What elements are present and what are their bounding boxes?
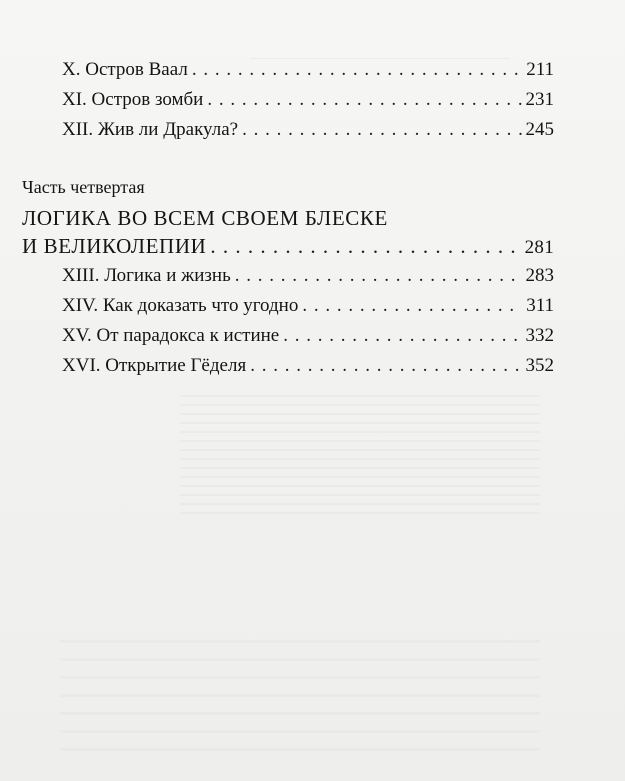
dot-leader (283, 324, 521, 348)
toc-entry-chapter-xi[interactable] (62, 88, 554, 112)
dot-leader (302, 294, 522, 318)
dot-leader (250, 354, 521, 378)
toc-entry-page-number: 311 (526, 295, 554, 316)
toc-entry-title: X. Остров Ваал (62, 59, 188, 80)
toc-entry-chapter-xv[interactable] (62, 324, 554, 348)
toc-entry-page-number: 211 (526, 59, 554, 80)
toc-entry-title: XVI. Открытие Гёделя (62, 355, 247, 376)
toc-entry-page-number: 231 (525, 89, 554, 110)
toc-entry-page-number: 332 (525, 325, 554, 346)
toc-entry-page-number: 245 (525, 119, 554, 140)
dot-leader (242, 118, 521, 142)
dot-leader (207, 88, 521, 112)
toc-entry-page-number: 352 (525, 355, 554, 376)
toc-entry-title: XII. Жив ли Дракула? (62, 119, 239, 140)
toc-entry-page-number: 283 (525, 265, 554, 286)
toc-entry-chapter-xvi[interactable] (62, 354, 554, 378)
dot-leader (192, 58, 522, 82)
bleed-through-block (60, 640, 540, 760)
dot-leader (210, 234, 520, 258)
bleed-through-block (180, 395, 540, 515)
part-title-line-2: И ВЕЛИКОЛЕПИИ (22, 234, 207, 258)
toc-entry-title: XV. От парадокса к истине (62, 325, 280, 346)
toc-entry-part-four[interactable] (22, 234, 554, 260)
toc-entry-title: XIII. Логика и жизнь (62, 265, 231, 286)
dot-leader (235, 264, 522, 288)
toc-entry-chapter-x[interactable] (62, 58, 554, 82)
toc-entry-title: XIV. Как доказать что угодно (62, 295, 299, 316)
part-label: Часть четвертая (22, 177, 145, 197)
toc-entry-chapter-xiv[interactable] (62, 294, 554, 318)
toc-entry-title: XI. Остров зомби (62, 89, 204, 110)
toc-entry-chapter-xiii[interactable] (62, 264, 554, 288)
toc-entry-chapter-xii[interactable] (62, 118, 554, 142)
toc-entry-page-number: 281 (524, 237, 554, 258)
part-title-line-1: ЛОГИКА ВО ВСЕМ СВОЕМ БЛЕСКЕ (22, 206, 388, 230)
